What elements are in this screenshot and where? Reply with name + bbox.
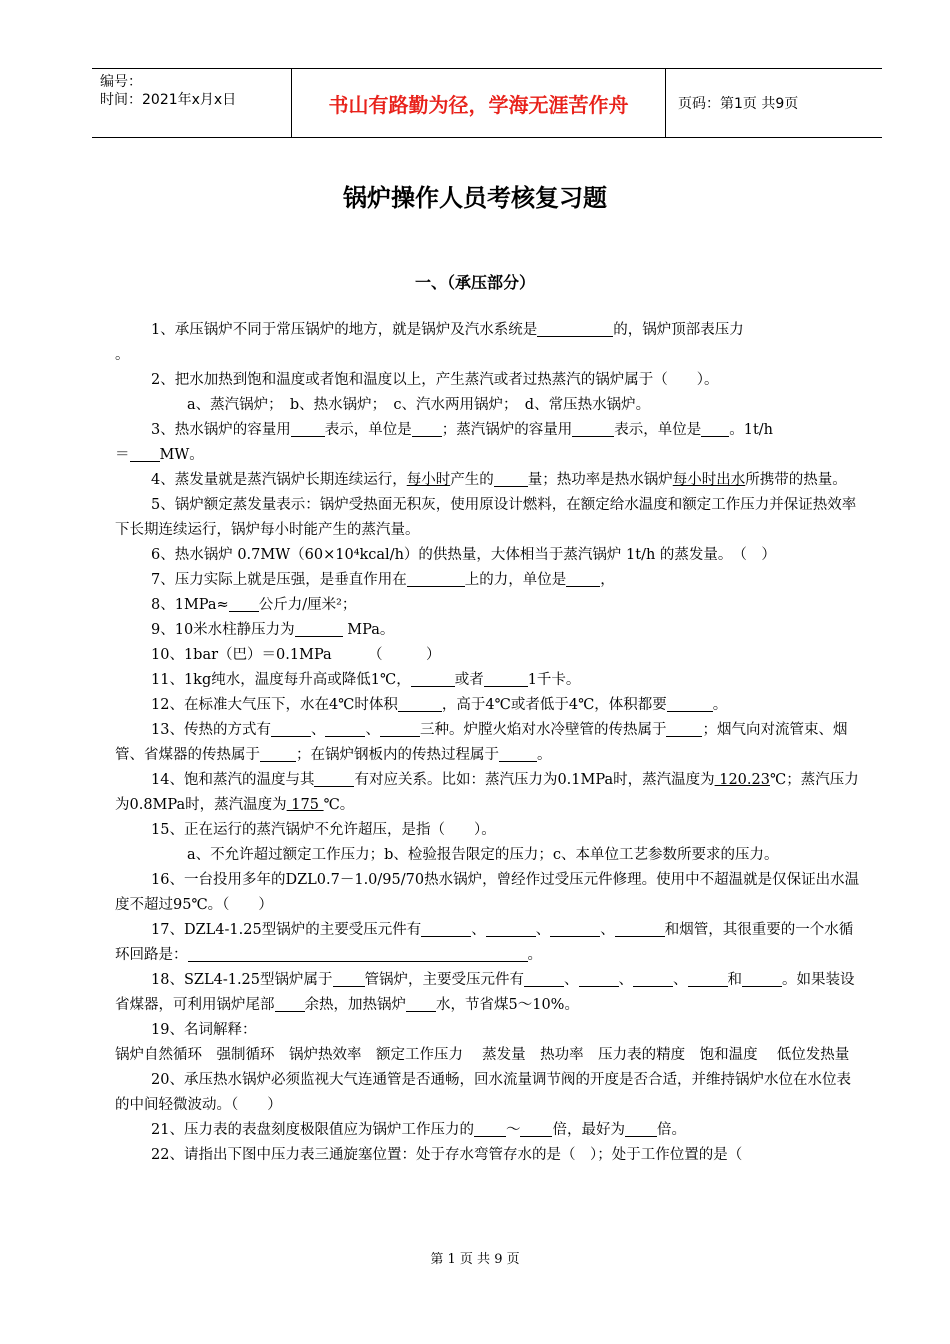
- question-9: 9、10米水柱静压力为 MPa。: [151, 622, 395, 638]
- question-22: 22、请指出下图中压力表三通旋塞位置：处于存水弯管存水的是（ ）；处于工作位置的是（: [151, 1147, 743, 1163]
- question-21: 21、压力表的表盘刻度极限值应为锅炉工作压力的 ～ 倍，最好为 倍。: [151, 1122, 686, 1138]
- page-footer: 第 1 页 共 9 页: [430, 1252, 520, 1267]
- header-motto: 书山有路勤为径，学海无涯苦作舟: [292, 69, 666, 137]
- question-11: 11、1kg纯水，温度每升高或降低1℃， 或者 1千卡。: [151, 672, 581, 688]
- question-16: 16、一台投用多年的DZL0.7－1.0/95/70热水锅炉，曾经作过受压元件修理。使用中不超温就是仅保证出水温度不超过95℃。（ ）: [115, 872, 860, 913]
- header-meta: [92, 69, 292, 137]
- time-label: 时间：2021年x月x日: [100, 92, 237, 108]
- question-5: 5、锅炉额定蒸发量表示：锅炉受热面无积灰，使用原设计燃料，在额定给水温度和额定工作压力并保证热效率下长期连续运行，锅炉每小时能产生的蒸汽量。: [115, 497, 857, 538]
- question-19: 19、名词解释：: [151, 1022, 257, 1038]
- question-3: 3、热水锅炉的容量用 表示，单位是 ；蒸汽锅炉的容量用 表示，单位是 。1t/h: [151, 422, 774, 438]
- question-13: 13、传热的方式有 、 、 三种。炉膛火焰对水冷壁管的传热属于 ；烟气向对流管束、烟管、省煤器的传热属于 ；在锅炉钢板内的传热过程属于 。: [115, 722, 848, 763]
- question-list: [115, 318, 860, 1168]
- question-6: 6、热水锅炉 0.7MW（60×10⁴kcal/h）的供热量，大体相当于蒸汽锅炉 1t/h 的蒸发量。 （ ）: [151, 547, 776, 563]
- question-12: 12、在标准大气压下，水在4℃时体积 ，高于4℃或者低于4℃，体积都要 。: [151, 697, 728, 713]
- question-19-terms: 锅炉自然循环 强制循环 锅炉热效率 额定工作压力 蒸发量 热功率 压力表的精度 饱和温度 低位发热量: [115, 1047, 850, 1063]
- question-10: 10、1bar（巴）＝0.1MPa （ ）: [151, 647, 441, 663]
- number-label: 编号：: [100, 74, 142, 90]
- question-15-options: a、不允许超过额定工作压力；b、检验报告限定的压力；c、本单位工艺参数所要求的压力。: [187, 847, 779, 863]
- question-1-end: 。: [115, 347, 130, 363]
- question-20: 20、承压热水锅炉必须监视大气连通管是否通畅，回水流量调节阀的开度是否合适，并维持锅炉水位在水位表的中间轻微波动。（ ）: [115, 1072, 851, 1113]
- page-title: 锅炉操作人员考核复习题: [343, 184, 607, 212]
- document-header: [92, 68, 882, 138]
- section-heading: 一、（承压部分）: [414, 273, 535, 292]
- question-4: 4、蒸发量就是蒸汽锅炉长期连续运行，每小时产生的 量；热功率是热水锅炉每小时出水所携带的热量。: [151, 472, 847, 488]
- question-15: 15、正在运行的蒸汽锅炉不允许超压，是指（ ）。: [151, 822, 496, 838]
- question-2-options: a、蒸汽锅炉； b、热水锅炉； c、汽水两用锅炉； d、常压热水锅炉。: [187, 397, 651, 413]
- question-17: 17、DZL4-1.25型锅炉的主要受压元件有 、 、 、 和烟管，其很重要的一个水循环回路是： 。: [115, 922, 854, 963]
- question-1: 1、承压锅炉不同于常压锅炉的地方，就是锅炉及汽水系统是 的，锅炉顶部表压力: [151, 322, 744, 338]
- question-3-cont: ＝ MW。: [115, 447, 204, 463]
- question-14: 14、饱和蒸汽的温度与其 有对应关系。比如：蒸汽压力为0.1MPa时，蒸汽温度为 120.23℃；蒸汽压力为0.8MPa时，蒸汽温度为 175 ℃。: [115, 772, 859, 813]
- question-8: 8、1MPa≈ 公斤力/厘米²；: [151, 597, 357, 613]
- header-page-info: 页码：第1页 共9页: [678, 96, 799, 112]
- question-2: 2、把水加热到饱和温度或者饱和温度以上，产生蒸汽或者过热蒸汽的锅炉属于（ ）。: [151, 372, 719, 388]
- question-18: 18、SZL4-1.25型锅炉属于 管锅炉，主要受压元件有 、 、 、 和 。如果装设省煤器，可利用锅炉尾部 余热，加热锅炉 水，节省煤5～10%。: [115, 972, 855, 1013]
- question-7: 7、压力实际上就是压强，是垂直作用在 上的力，单位是 ，: [151, 572, 615, 588]
